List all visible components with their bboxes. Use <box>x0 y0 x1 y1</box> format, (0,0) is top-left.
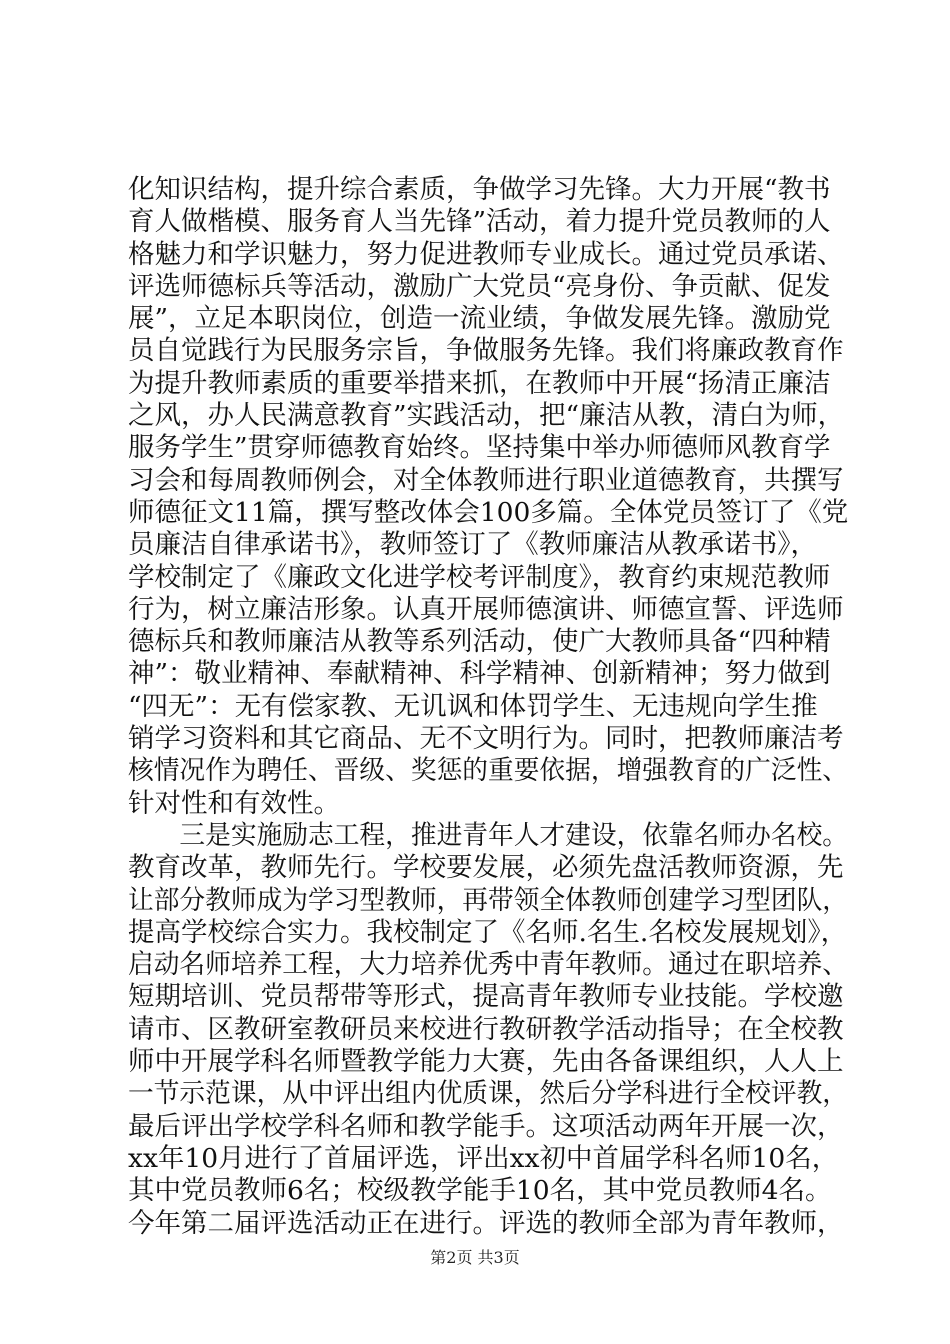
text-line: 之风，办人民满意教育”实践活动，把“廉洁从教，清白为师， <box>128 400 845 432</box>
text-line: 神”：敬业精神、奉献精神、科学精神、创新精神；努力做到 <box>128 658 831 690</box>
text-line: 化知识结构，提升综合素质，争做学习先锋。大力开展“教书 <box>128 174 831 205</box>
body-text <box>128 174 848 1240</box>
text-line: 今年第二届评选活动正在进行。评选的教师全部为青年教师， <box>128 1207 844 1239</box>
text-line: 销学习资料和其它商品、无不文明行为。同时，把教师廉洁考 <box>128 723 844 755</box>
text-line: 评选师德标兵等活动，激励广大党员“亮身份、争贡献、促发 <box>128 270 831 302</box>
text-line: 启动名师培养工程，大力培养优秀中青年教师。通过在职培养、 <box>128 949 848 981</box>
text-line: “四无”：无有偿家教、无讥讽和体罚学生、无违规向学生推 <box>128 690 818 722</box>
text-line: 师中开展学科名师暨教学能力大赛，先由各备课组织，人人上 <box>128 1046 844 1078</box>
text-line: 格魅力和学识魅力，努力促进教师专业成长。通过党员承诺、 <box>128 238 844 270</box>
text-line: 行为，树立廉洁形象。认真开展师德演讲、师德宣誓、评选师 <box>128 593 844 625</box>
text-line: 针对性和有效性。 <box>128 787 340 819</box>
text-line: 一节示范课，从中评出组内优质课，然后分学科进行全校评教， <box>128 1078 848 1110</box>
text-line: 核情况作为聘任、晋级、奖惩的重要依据，增强教育的广泛性、 <box>128 755 848 787</box>
text-line: 习会和每周教师例会，对全体教师进行职业道德教育，共撰写 <box>128 464 844 496</box>
text-line: 员廉洁自律承诺书》，教师签订了《教师廉洁从教承诺书》， <box>128 529 817 561</box>
text-line: 其中党员教师6名；校级教学能手10名，其中党员教师4名。 <box>128 1175 832 1207</box>
text-line: 提高学校综合实力。我校制定了《名师.名生.名校发展规划》， <box>128 916 848 948</box>
text-line: 员自觉践行为民服务宗旨，争做服务先锋。我们将廉政教育作 <box>128 335 844 367</box>
text-line: 三是实施励志工程，推进青年人才建设，依靠名师办名校。 <box>128 819 848 851</box>
text-line: 师德征文11篇，撰写整改体会100多篇。全体党员签订了《党 <box>128 496 849 528</box>
page-footer: 第2页 共3页 <box>430 1248 520 1267</box>
text-line: 请市、区教研室教研员来校进行教研教学活动指导；在全校教 <box>128 1013 844 1045</box>
text-line: 教育改革，教师先行。学校要发展，必须先盘活教师资源，先 <box>128 852 844 884</box>
text-line: 短期培训、党员帮带等形式，提高青年教师专业技能。学校邀 <box>128 981 844 1013</box>
text-line: 德标兵和教师廉洁从教等系列活动，使广大教师具备“四种精 <box>128 626 831 658</box>
text-line: 展”，立足本职岗位，创造一流业绩，争做发展先锋。激励党 <box>128 303 831 335</box>
text-line: 服务学生”贯穿师德教育始终。坚持集中举办师德师风教育学 <box>128 432 831 464</box>
text-line: 让部分教师成为学习型教师，再带领全体教师创建学习型团队， <box>128 884 848 916</box>
text-line: 最后评出学校学科名师和教学能手。这项活动两年开展一次， <box>128 1110 844 1142</box>
text-line: 育人做楷模、服务育人当先锋”活动，着力提升党员教师的人 <box>128 206 831 238</box>
text-line: 学校制定了《廉政文化进学校考评制度》，教育约束规范教师 <box>128 561 831 593</box>
text-line: 为提升教师素质的重要举措来抓，在教师中开展“扬清正廉洁 <box>128 367 831 399</box>
text-line: xx年10月进行了首届评选，评出xx初中首届学科名师10名， <box>128 1142 839 1174</box>
